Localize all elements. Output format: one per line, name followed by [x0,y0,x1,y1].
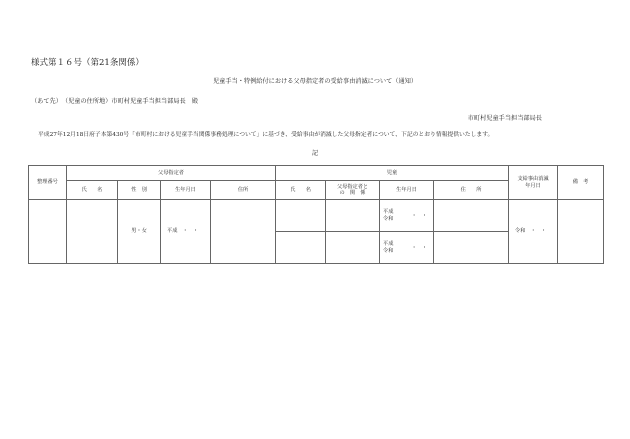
info-table [28,165,604,264]
header-child-address: 住 所 [434,181,509,200]
body-text: 平成27年12月18日府子本第430号「市町村における児童手当関係事務処理について」に基づき、受給事由が消滅した父母指定者について、下記のとおり情報提供いたします。 [38,132,494,138]
header-child-dob: 生年月日 [380,181,434,200]
header-serial: 整理番号 [29,166,67,200]
header-parent-sex: 性 別 [118,181,161,200]
document-title: 児童手当・特例給付における父母指定者の受給事由消滅について（通知） [212,78,418,85]
child-dob-dots: ・ ・ [411,244,428,251]
header-parent-address: 住所 [211,181,276,200]
cell-extinction-date: 令和 ・ ・ [509,200,558,264]
cell-remarks [558,200,604,264]
header-child-group: 児童 [276,166,509,181]
cell-child-name [276,232,326,264]
cell-child-address [434,200,509,232]
child-dob-dots: ・ ・ [411,212,428,219]
header-remarks: 備 考 [558,166,604,200]
child-dob-era: 平成 令和 [383,241,394,254]
addressee: （あて先） （児童の住所地）市町村児童手当担当部局長 殿 [31,98,199,105]
cell-child-dob [380,232,434,264]
cell-child-name [276,200,326,232]
child-dob-era: 平成 令和 [383,209,394,222]
header-child-relation: 父母指定者と の 関 係 [326,181,380,200]
cell-parent-address [211,200,276,264]
form-number: 様式第１６号（第21条関係） [31,58,144,68]
header-parent-group: 父母指定者 [67,166,276,181]
ki-marker: 記 [311,150,319,157]
cell-parent-name [67,200,118,264]
cell-child-dob [380,200,434,232]
header-parent-name: 氏 名 [67,181,118,200]
cell-child-relation [326,200,380,232]
cell-serial [29,200,67,264]
cell-child-relation [326,232,380,264]
header-child-name: 氏 名 [276,181,326,200]
header-parent-dob: 生年月日 [161,181,211,200]
cell-child-address [434,232,509,264]
sender: 市町村児童手当担当部局長 [467,115,542,122]
cell-parent-dob: 平成 ・ ・ [161,200,211,264]
cell-parent-sex: 男・女 [118,200,161,264]
header-extinction-date: 支給事由消滅 年月日 [509,166,558,200]
